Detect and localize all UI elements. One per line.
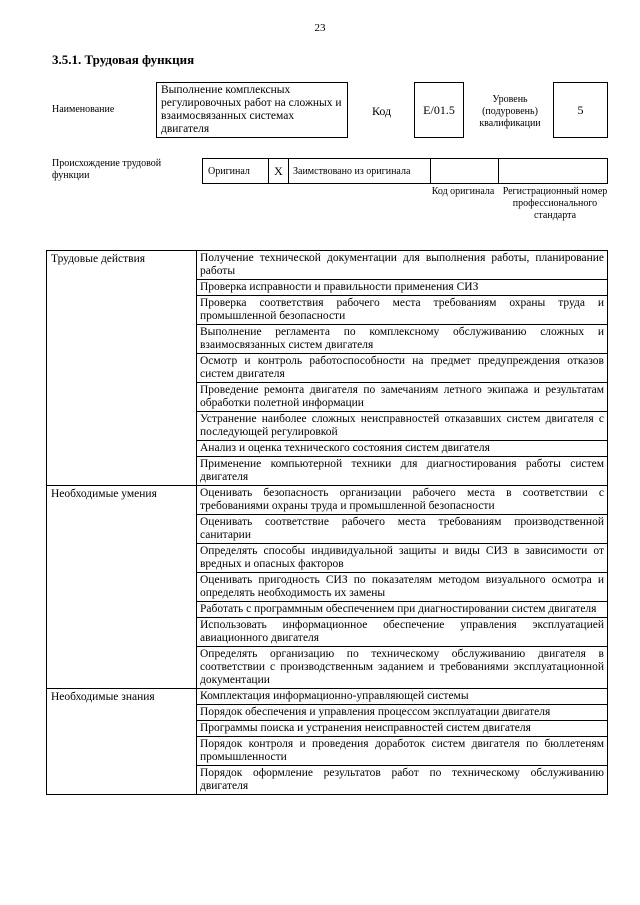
section-item: Порядок обеспечения и управления процессом эксплуатации двигателя: [197, 705, 608, 721]
section-item: Оценивать безопасность организации рабочего места в соответствии с требованиями охраны труда и промышленной безопасности: [197, 486, 608, 515]
caption-reg: Регистрационный номер профессионального стандарта: [502, 186, 608, 221]
section-item: Выполнение регламента по комплексному обслуживанию сложных и взаимосвязанных систем двигателя: [197, 325, 608, 354]
section-title: Необходимые умения: [47, 486, 197, 689]
origin-original: Оригинал: [203, 159, 269, 183]
function-title: Выполнение комплексных регулировочных работ на сложных и взаимосвязанных системах двигателя: [156, 82, 348, 138]
origin-row: [202, 158, 608, 184]
code-label: Код: [372, 104, 392, 118]
section-heading: 3.5.1. Трудовая функция: [52, 52, 195, 67]
table-row: [47, 689, 608, 705]
section-item: Анализ и оценка технического состояния систем двигателя: [197, 441, 608, 457]
origin-mark: X: [269, 159, 289, 183]
page-number: 23: [314, 22, 326, 34]
section-item: Порядок оформление результатов работ по техническому обслуживанию двигателя: [197, 766, 608, 795]
name-label: Наименование: [52, 104, 115, 115]
section-item: Проверка исправности и правильности применения СИЗ: [197, 280, 608, 296]
section-title: Необходимые знания: [47, 689, 197, 795]
table-row: [47, 486, 608, 515]
origin-code-cell: [431, 159, 499, 183]
section-item: Работать с программным обеспечением при диагностировании систем двигателя: [197, 602, 608, 618]
section-item: Комплектация информационно-управляющей системы: [197, 689, 608, 705]
level-label: Уровень (подуровень) квалификации: [479, 94, 541, 129]
level-value: 5: [553, 82, 608, 138]
caption-code: Код оригинала: [431, 186, 495, 197]
origin-borrowed: Заимствовано из оригинала: [289, 159, 431, 183]
section-item: Использовать информационное обеспечение управления эксплуатацией авиационного двигателя: [197, 618, 608, 647]
section-item: Проверка соответствия рабочего места требованиям охраны труда и промышленной безопасности: [197, 296, 608, 325]
section-item: Получение технической документации для выполнения работы, планирование работы: [197, 251, 608, 280]
table-row: [47, 251, 608, 280]
section-item: Осмотр и контроль работоспособности на предмет предупреждения отказов систем двигателя: [197, 354, 608, 383]
section-item: Определять способы индивидуальной защиты и виды СИЗ в зависимости от вредных и опасных факторов: [197, 544, 608, 573]
function-table-body: [47, 251, 608, 795]
function-table: [46, 250, 608, 795]
section-item: Устранение наиболее сложных неисправностей отказавших систем двигателя с последующей регулировкой: [197, 412, 608, 441]
origin-label: Происхождение трудовой функции: [52, 158, 162, 181]
section-item: Оценивать соответствие рабочего места требованиям производственной санитарии: [197, 515, 608, 544]
section-item: Определять организацию по техническому обслуживанию двигателя в соответствии с производственным заданием и требованиями эксплуатационной документации: [197, 647, 608, 689]
section-item: Программы поиска и устранения неисправностей систем двигателя: [197, 721, 608, 737]
origin-reg-cell: [499, 159, 607, 183]
code-value: E/01.5: [414, 82, 464, 138]
section-item: Применение компьютерной техники для диагностирования работы систем двигателя: [197, 457, 608, 486]
section-item: Оценивать пригодность СИЗ по показателям методом визуального осмотра и определять необходимость их замены: [197, 573, 608, 602]
section-item: Проведение ремонта двигателя по замечаниям летного экипажа и результатам обработки полетной информации: [197, 383, 608, 412]
section-title: Трудовые действия: [47, 251, 197, 486]
section-item: Порядок контроля и проведения доработок систем двигателя по бюллетеням промышленности: [197, 737, 608, 766]
